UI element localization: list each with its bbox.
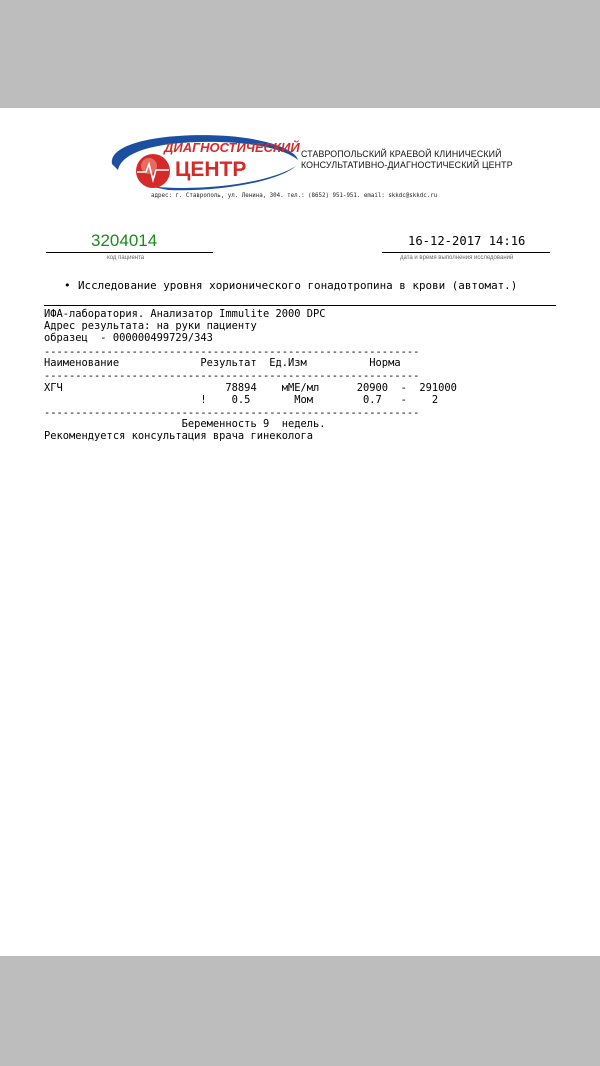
dash-separator-3: ------------------------------------------------------------: [44, 407, 420, 419]
hospital-name: [301, 149, 513, 171]
sample-line: образец - 000000499729/343: [44, 332, 213, 344]
study-title: Исследование уровня хорионического гонадотропина в крови (автомат.): [78, 279, 518, 292]
patient-code-caption: код пациента: [107, 255, 145, 261]
section-divider: [44, 305, 556, 306]
patient-code-underline: [46, 252, 213, 253]
diagnostic-center-logo: [108, 130, 300, 192]
patient-code: 3204014: [91, 231, 158, 250]
table-row-mom: ! 0.5 Мом 0.7 - 2: [44, 394, 439, 406]
result-address-line: Адрес результата: на руки пациенту: [44, 320, 257, 332]
exam-datetime-underline: [382, 252, 550, 253]
hospital-line2: КОНСУЛЬТАТИВНО-ДИАГНОСТИЧЕСКИЙ ЦЕНТР: [301, 160, 513, 170]
document-page: [0, 108, 600, 956]
dash-separator-2: ------------------------------------------------------------: [44, 370, 420, 382]
exam-datetime: 16-12-2017 14:16: [408, 234, 526, 248]
dash-separator-1: ------------------------------------------------------------: [44, 346, 420, 358]
logo-line1: ДИАГНОСТИЧЕСКИЙ: [164, 140, 300, 155]
exam-datetime-caption: дата и время выполнения исследований: [400, 255, 514, 261]
bullet-icon: •: [64, 279, 71, 292]
table-row-hcg: ХГЧ 78894 мМЕ/мл 20900 - 291000: [44, 382, 457, 394]
logo-line2: ЦЕНТР: [175, 158, 247, 181]
hospital-line1: СТАВРОПОЛЬСКИЙ КРАЕВОЙ КЛИНИЧЕСКИЙ: [301, 149, 502, 159]
lab-line: ИФА-лаборатория. Анализатор Immulite 2000 DPC: [44, 308, 326, 320]
table-header: Наименование Результат Ед.Изм Норма: [44, 357, 401, 369]
address-line: адрес: г. Ставрополь, ул. Ленина, 304. тел.: (8652) 951-951. email: skkdc@skkdc.ru: [151, 193, 438, 199]
recommendation: Рекомендуется консультация врача гинеколога: [44, 430, 313, 442]
pregnancy-term: Беременность 9 недель.: [44, 418, 326, 430]
